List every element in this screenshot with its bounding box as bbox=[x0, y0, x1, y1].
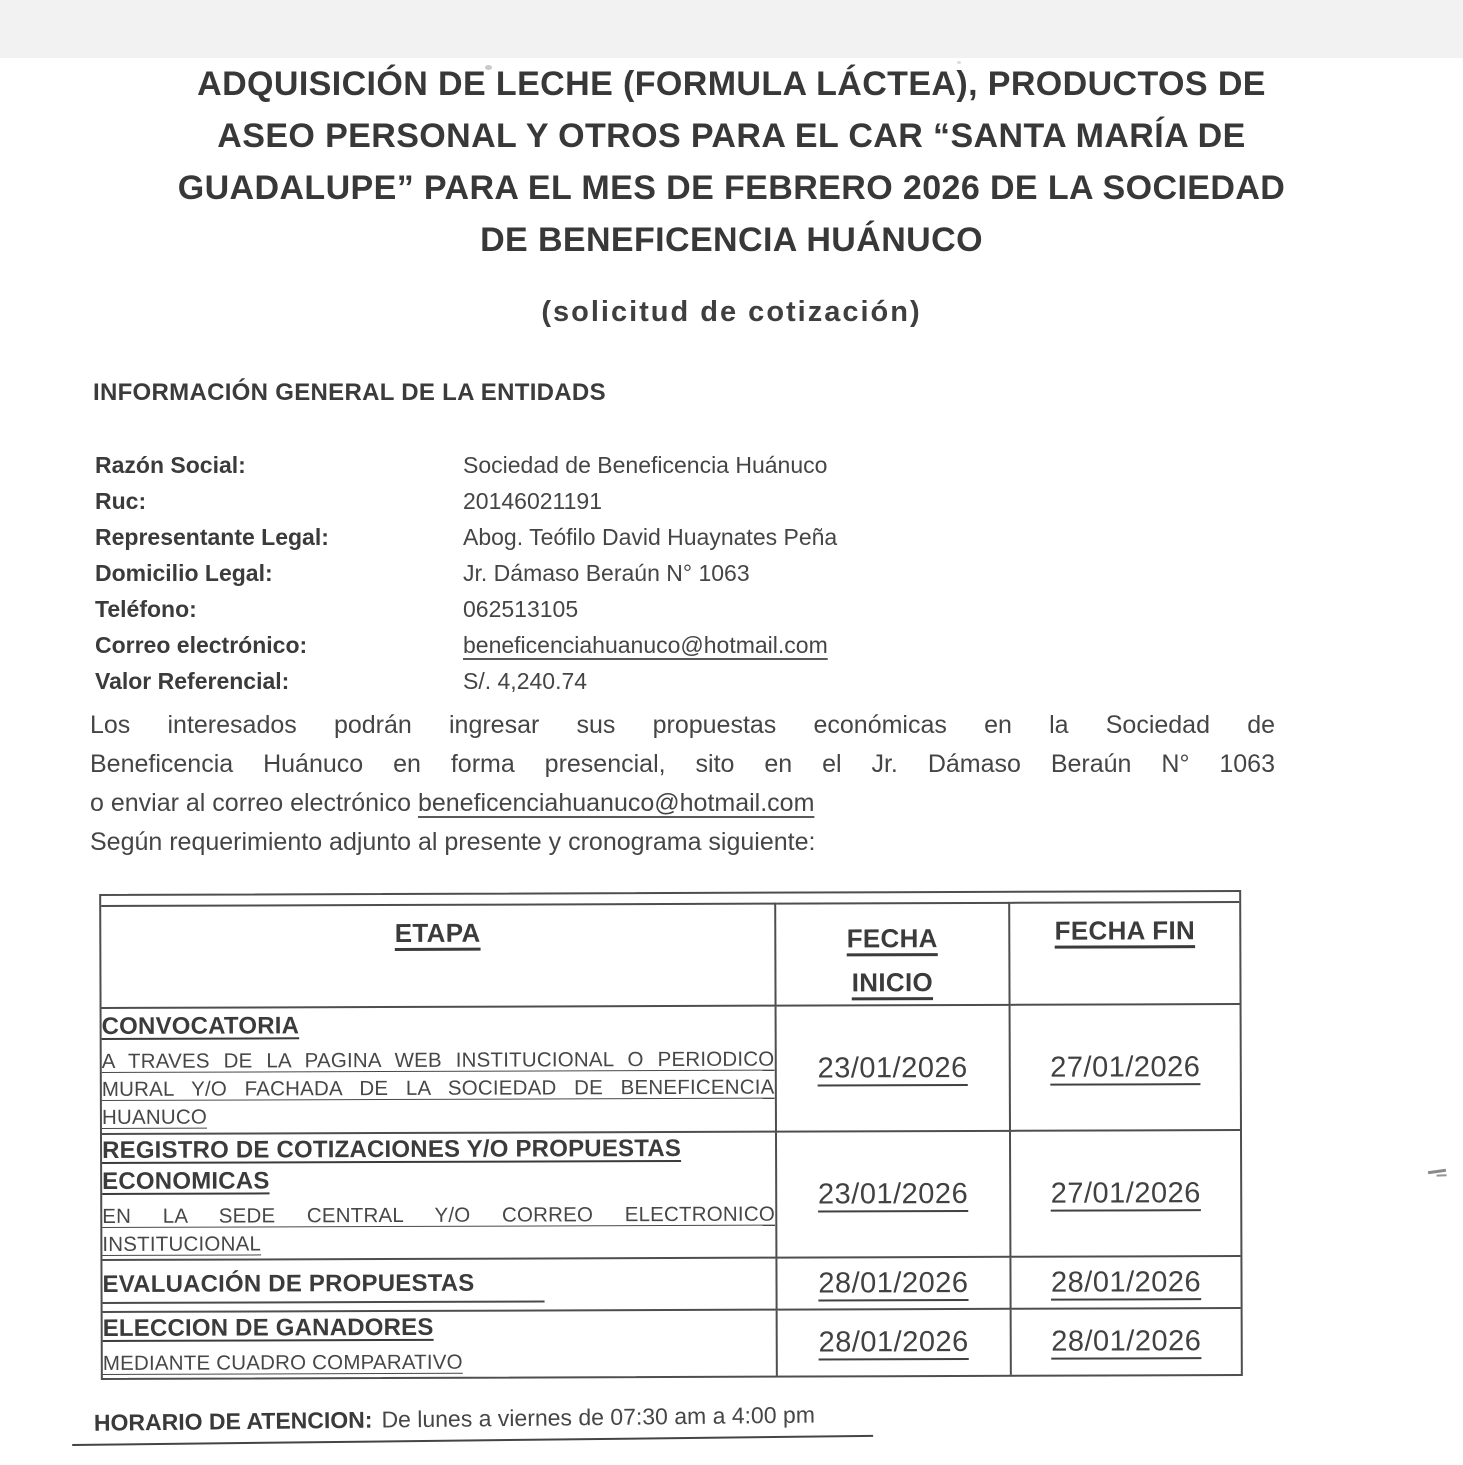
fecha-inicio-cell bbox=[776, 1257, 1011, 1310]
date-value: 27/01/2026 bbox=[1050, 1050, 1201, 1084]
date-value: 23/01/2026 bbox=[817, 1051, 968, 1084]
info-label: Razón Social: bbox=[95, 452, 246, 478]
info-value: S/. 4,240.74 bbox=[463, 668, 588, 694]
etapa-title: REGISTRO DE COTIZACIONES Y/O PROPUESTAS ECONOMICAS bbox=[102, 1134, 682, 1195]
info-row-telefono bbox=[95, 591, 1463, 627]
etapa-cell bbox=[103, 1310, 777, 1378]
title-line: ASEO PERSONAL Y OTROS PARA EL CAR “SANTA MARÍA DE bbox=[217, 117, 1246, 155]
title-line: ADQUISICIÓN DE LECHE (FORMULA LÁCTEA), PRODUCTOS DE bbox=[197, 65, 1266, 103]
header-label: FECHA INICIO bbox=[846, 923, 938, 998]
scan-artifact bbox=[1428, 1169, 1446, 1174]
etapa-cell bbox=[102, 1006, 776, 1134]
paragraph-text: o enviar al correo electrónico bbox=[90, 789, 418, 817]
info-row-representante-legal bbox=[95, 519, 1463, 555]
title-line: DE BENEFICENCIA HUÁNUCO bbox=[480, 221, 983, 259]
info-label: Representante Legal: bbox=[95, 524, 329, 550]
etapa-detail: MEDIANTE CUADRO COMPARATIVO bbox=[102, 1350, 463, 1375]
document-subtitle: (solicitud de cotización) bbox=[541, 296, 922, 328]
fecha-fin-cell bbox=[1011, 1308, 1241, 1375]
info-label: Valor Referencial: bbox=[95, 668, 290, 694]
paragraph-line bbox=[90, 784, 1275, 823]
info-row-correo-electronico bbox=[95, 627, 1463, 663]
scan-artifact bbox=[485, 65, 492, 70]
schedule-table-frame bbox=[99, 890, 1243, 1380]
table-row-registro bbox=[102, 1130, 1240, 1260]
etapa-title: CONVOCATORIA bbox=[101, 1011, 300, 1040]
intro-paragraph bbox=[90, 706, 1275, 862]
header-label: ETAPA bbox=[394, 917, 481, 948]
schedule-table bbox=[101, 901, 1241, 1378]
email-text: beneficenciahuanuco@hotmail.com bbox=[417, 789, 815, 817]
info-value: Jr. Dámaso Beraún N° 1063 bbox=[463, 560, 750, 586]
info-value: 062513105 bbox=[463, 596, 579, 622]
attention-hours-line bbox=[72, 1401, 873, 1446]
fecha-fin-cell bbox=[1010, 1004, 1240, 1131]
table-row-eleccion bbox=[103, 1308, 1241, 1378]
date-value: 28/01/2026 bbox=[818, 1325, 969, 1359]
etapa-title: EVALUACIÓN DE PROPUESTAS bbox=[102, 1267, 544, 1304]
scan-artifact bbox=[957, 61, 961, 64]
header-label: FECHA FIN bbox=[1054, 915, 1196, 946]
table-row-evaluacion bbox=[102, 1256, 1240, 1312]
attention-hours bbox=[72, 1394, 1463, 1446]
info-row-valor-referencial bbox=[95, 663, 1463, 699]
info-label: Ruc: bbox=[95, 488, 147, 514]
paragraph-line: Los interesados podrán ingresar sus propuestas económicas en la Sociedad de bbox=[90, 711, 1275, 739]
etapa-cell bbox=[102, 1258, 776, 1312]
entity-info-list bbox=[95, 447, 1463, 699]
fecha-fin-cell bbox=[1010, 1130, 1240, 1257]
date-value: 27/01/2026 bbox=[1050, 1176, 1201, 1210]
paragraph-line: Según requerimiento adjunto al presente y cronograma siguiente: bbox=[90, 828, 816, 856]
info-row-domicilio-legal bbox=[95, 555, 1463, 591]
fecha-inicio-cell bbox=[776, 1309, 1011, 1376]
table-row-convocatoria bbox=[102, 1004, 1240, 1134]
attention-hours-text: De lunes a viernes de 07:30 am a 4:00 pm bbox=[381, 1401, 816, 1433]
info-row-razon-social bbox=[95, 447, 1463, 483]
info-value: Abog. Teófilo David Huaynates Peña bbox=[463, 524, 838, 550]
attention-hours-label: HORARIO DE ATENCION: bbox=[93, 1406, 373, 1436]
date-value: 28/01/2026 bbox=[1050, 1265, 1202, 1299]
paragraph-line: Beneficencia Huánuco en forma presencial, sito en el Jr. Dámaso Beraún N° 1063 bbox=[90, 750, 1275, 778]
title-line: GUADALUPE” PARA EL MES DE FEBRERO 2026 DE LA SOCIEDAD bbox=[177, 169, 1286, 207]
fecha-fin-cell bbox=[1011, 1256, 1241, 1309]
info-row-ruc bbox=[95, 483, 1463, 519]
document-title bbox=[97, 58, 1367, 266]
column-header-etapa bbox=[101, 904, 775, 1008]
column-header-fecha-fin bbox=[1009, 902, 1239, 1005]
info-value: Sociedad de Beneficencia Huánuco bbox=[463, 452, 828, 478]
etapa-detail: EN LA SEDE CENTRAL Y/O CORREO ELECTRONICO INSTITUCIONAL bbox=[102, 1202, 776, 1256]
scanned-document-page bbox=[0, 58, 1463, 1465]
info-label: Correo electrónico: bbox=[95, 632, 308, 658]
email-text: beneficenciahuanuco@hotmail.com bbox=[463, 632, 828, 658]
table-header-row bbox=[101, 902, 1239, 1008]
date-value: 28/01/2026 bbox=[818, 1266, 969, 1299]
etapa-cell bbox=[102, 1132, 776, 1260]
info-value: 20146021191 bbox=[463, 488, 602, 514]
info-label: Teléfono: bbox=[95, 596, 197, 622]
etapa-detail: A TRAVES DE LA PAGINA WEB INSTITUCIONAL O PERIODICO MURAL Y/O FACHADA DE LA SOCIEDAD DE BENEFICENCIA HUANUCO bbox=[101, 1047, 775, 1129]
etapa-title: ELECCION DE GANADORES bbox=[102, 1313, 434, 1342]
date-value: 28/01/2026 bbox=[1051, 1325, 1202, 1358]
column-header-fecha-inicio bbox=[775, 903, 1010, 1006]
date-value: 23/01/2026 bbox=[817, 1177, 969, 1210]
fecha-inicio-cell bbox=[776, 1131, 1011, 1258]
info-label: Domicilio Legal: bbox=[95, 560, 273, 586]
section-heading: INFORMACIÓN GENERAL DE LA ENTIDADS bbox=[93, 379, 606, 406]
fecha-inicio-cell bbox=[775, 1005, 1010, 1132]
